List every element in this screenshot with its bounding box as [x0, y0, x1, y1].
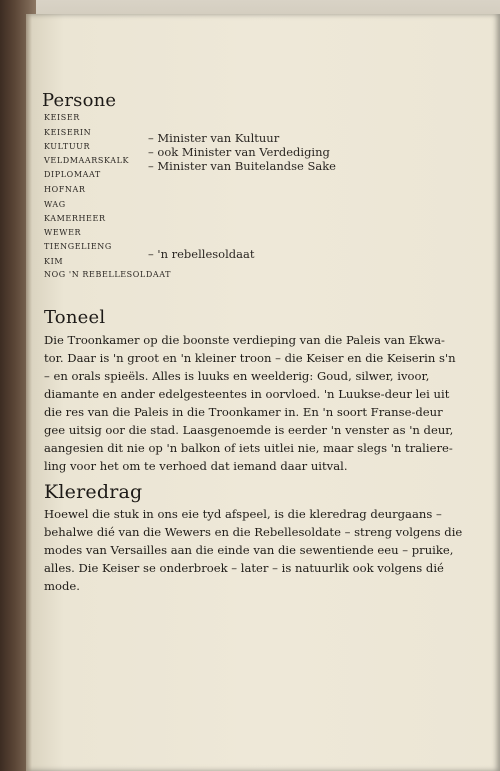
text-line: die res van die Paleis in die Troonkamer in. En 'n soort Franse-deur [44, 405, 443, 419]
character-name: DIPLOMAAT [44, 170, 101, 179]
character-name: WAG [44, 200, 66, 209]
text-line: Hoewel die stuk in ons eie tyd afspeel, is die kleredrag deurgaans – [44, 507, 442, 521]
character-name: NOG 'N REBELLESOLDAAT [44, 270, 172, 279]
character-name: KEISER [44, 113, 80, 122]
text-line: aangesien dit nie op 'n balkon of iets uitlei nie, maar slegs 'n traliere- [44, 441, 453, 455]
persone-heading: Persone [42, 90, 117, 111]
text-line: Die Troonkamer op die boonste verdieping van die Paleis van Ekwa- [44, 333, 445, 347]
text-line: tor. Daar is 'n groot en 'n kleiner troon – die Keiser en die Keiserin s'n [44, 351, 456, 365]
page-gutter-shadow [26, 14, 32, 771]
text-line: modes van Versailles aan die einde van die sewentiende eeu – pruike, [44, 543, 454, 557]
character-name: HOFNAR [44, 185, 86, 194]
character-name: WEWER [44, 228, 82, 237]
kleredrag-paragraph [44, 505, 463, 595]
character-name: KEISERIN [44, 128, 92, 137]
character-name: TIENGELIENG [44, 242, 112, 251]
character-role: – ook Minister van Verdediging [148, 145, 330, 159]
text-line: alles. Die Keiser se onderbroek – later – is natuurlik ook volgens dié [44, 561, 444, 575]
toneel-heading: Toneel [44, 307, 106, 328]
character-name: KULTUUR [44, 142, 91, 151]
toneel-paragraph [44, 331, 456, 475]
character-role: – 'n rebellesoldaat [148, 247, 255, 261]
character-name: VELDMAARSKALK [44, 156, 130, 165]
character-role: – Minister van Kultuur [148, 131, 280, 145]
text-line: – en orals spieëls. Alles is luuks en weelderig: Goud, silwer, ivoor, [44, 369, 430, 383]
text-line: ling voor het om te verhoed dat iemand daar uitval. [44, 459, 348, 473]
character-name: KAMERHEER [44, 214, 106, 223]
kleredrag-heading: Kleredrag [44, 481, 143, 503]
character-name: KIM [44, 257, 64, 266]
text-line: behalwe dié van die Wewers en die Rebellesoldate – streng volgens die [44, 525, 463, 539]
text-line: gee uitsig oor die stad. Laasgenoemde is eerder 'n venster as 'n deur, [44, 423, 454, 437]
text-line: diamante en ander edelgesteentes in oorvloed. 'n Luukse-deur lei uit [44, 387, 450, 401]
character-role: – Minister van Buitelandse Sake [148, 159, 336, 173]
text-line: mode. [44, 579, 80, 593]
